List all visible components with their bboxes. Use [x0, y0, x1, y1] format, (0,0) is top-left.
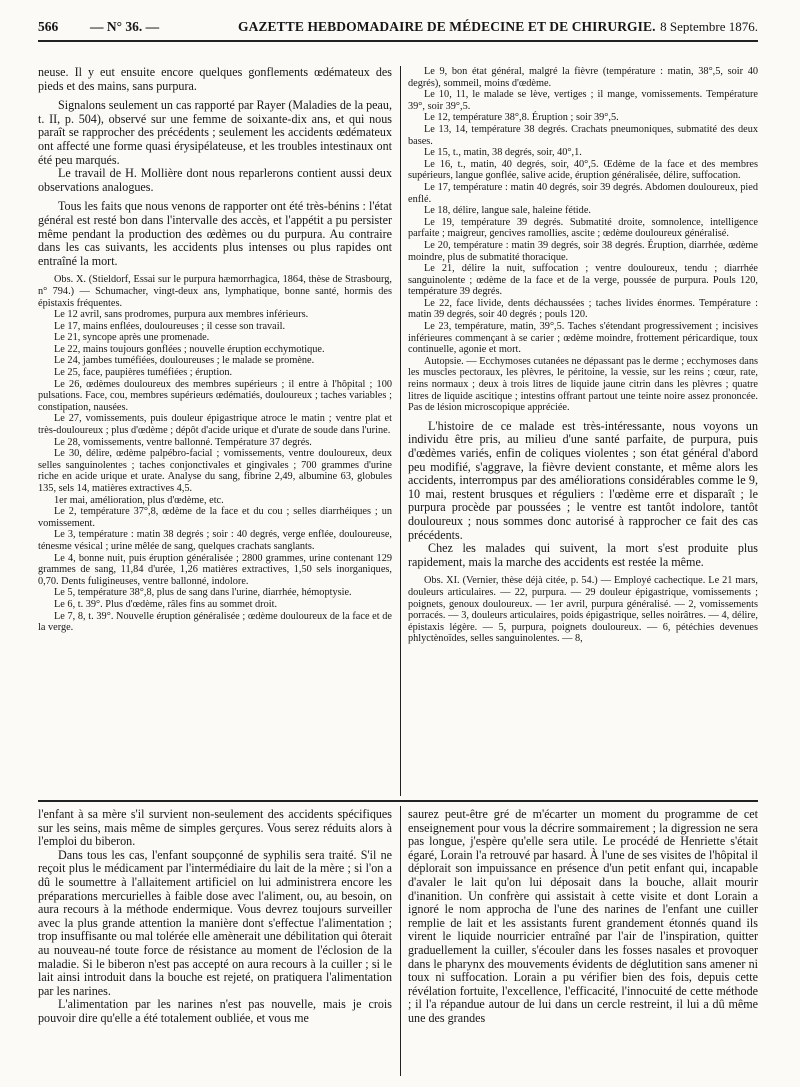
paragraph: saurez peut-être gré de m'écarter un moment du programme de cet enseignement pour vous la décrire sommairement ; la digression ne sera pas longue, j'espère qu'elle sera utile. Le procédé de Henriette s'était égaré, Lorain l'a retrouvé par hasard. À l'une de ses visites de l'hôpital il déplorait son impuissance en présence d'un petit enfant qui, incapable d'avaler le lait qu'on lui déposait dans la bouche, allait mourir d'inanition. Un confrère qui assistait à cette visite et dont Lorain a ignoré le nom approcha de l'une des narines de l'enfant une cuiller remplie de lait et les assistants furent grandement étonnés quand ils virent le liquide nourricier entraîné par l'air de l'inspiration, quitter graduellement la cuiller, s'écouler dans les fosses nasales et provoquer dans le pharynx des mouvements évidents de déglutition sans amener ni toux ni suffocation. Lorain a pu vérifier bien des fois, depuis cette révélation fortuite, l'excellence, l'efficacité, l'innocuité de cette méthode ; il l'a répandue autour de lui dans un cercle restreint, il lui a dû même une des grandes	[408, 808, 758, 1025]
page-header	[38, 16, 758, 38]
observation-entry: Le 24, jambes tuméfiées, douloureuses ; le malade se promène.	[54, 355, 315, 367]
paragraph: neuse. Il y eut ensuite encore quelques gonflements œdémateux des pieds et des mains, sans purpura.	[38, 66, 392, 93]
observation-xi: Obs. XI. (Vernier, thèse déjà citée, p. 54.) — Employé cachectique. Le 21 mars, douleurs articulaires. — 22, purpura. — 29 douleur épigastrique, vomissements ; poignets, genoux douloureux. — 1er avril, purpura généralisé. — 2, vomissements porracés. — 3, douleurs articulaires, poids épigastrique, selles noirâtres. — 4, délire, épistaxis légère. — 5, purpura, poignets douloureux. — 6, pétéchies devenues phlyctènoïdes, selles sanguinolentes. — 8,	[408, 575, 758, 645]
observation-entry: Le 23, température, matin, 39°,5. Taches s'étendant progressivement ; incisives inférieures commençant à se carier ; œdème moindre, frottement péricardique, toux continuelle, agonie et mort.	[408, 321, 758, 356]
observation-entry: Le 3, température : matin 38 degrés ; soir : 40 degrés, verge enflée, douloureuse, ténesme vésical ; urine mêlée de sang, quelques crachats sanglants.	[38, 529, 392, 552]
bottom-left-column	[38, 808, 392, 1078]
observation-entry: Le 20, température : matin 39 degrés, soir 38 degrés. Éruption, diarrhée, œdème moindre, plus de submatité thoracique.	[408, 239, 758, 263]
top-left-column	[38, 66, 392, 798]
observation-entry: Le 5, température 38°,8, plus de sang dans l'urine, diarrhée, hémoptysie.	[54, 587, 352, 599]
observation-entry: Le 18, délire, langue sale, haleine fétide.	[424, 205, 591, 217]
observation-entry: Le 28, vomissements, ventre ballonné. Température 37 degrés.	[54, 436, 312, 448]
page-number: 566	[38, 19, 59, 34]
observation-entry: Le 21, délire la nuit, suffocation ; ventre douloureux, tendu ; diarrhée sanguinolente ; œdème de la face et de la verge, poussée de purpura. Pouls 120, température 39 degrés.	[408, 263, 758, 298]
observation-entry: Le 25, face, paupières tuméfiées ; éruption.	[54, 367, 233, 379]
observation-entry: Le 15, t., matin, 38 degrés, soir, 40°,1.	[424, 147, 582, 159]
paragraph: L'alimentation par les narines n'est pas nouvelle, mais je crois pouvoir dire qu'elle a été totalement oubliée, et vous me	[38, 997, 392, 1025]
observation-entry: Le 21, syncope après une promenade.	[54, 332, 210, 344]
observation-entry: 1er mai, amélioration, plus d'œdème, etc.	[54, 494, 224, 506]
observation-entry: Le 12, température 38°,8. Éruption ; soir 39°,5.	[424, 112, 619, 124]
issue-number: — N° 36. —	[90, 19, 160, 34]
observation-entry: Obs. X. (Stieldorf, Essai sur le purpura hæmorrhagica, 1864, thèse de Strasbourg, n° 794.) — Schumacher, vingt-deux ans, lymphatique, bonne santé, hormis des épistaxis fréquentes.	[38, 274, 392, 309]
paragraph: Signalons seulement un cas rapporté par Rayer (Maladies de la peau, t. II, p. 504), observé sur une femme de soixante-dix ans, et qui nous paraît se rapprocher des précédents ; seulement les accidents œdémateux ont affecté une forme quasi érysipélateuse, et les troubles intestinaux ont été peu marqués.	[38, 98, 392, 167]
autopsy-entry: Autopsie. — Ecchymoses cutanées ne dépassant pas le derme ; ecchymoses dans les muscles pectoraux, les plèvres, le péritoine, la vessie, sur les reins ; cœur, rate, reins normaux ; deux à trois litres de liquide jaune citrin dans les plèvres ; quatre litres de liquide ascitique ; intestins offrant partout une teinte noire assez prononcée. Pas de lésion microscopique appréciée.	[408, 355, 758, 414]
observation-entry: Le 17, mains enflées, douloureuses ; il cesse son travail.	[54, 320, 286, 332]
observation-entry: Le 13, 14, température 38 degrés. Crachats pneumoniques, submatité des deux bases.	[408, 123, 758, 147]
header-rule	[38, 40, 758, 42]
paragraph: Dans tous les cas, l'enfant soupçonné de syphilis sera traité. S'il ne reçoit plus le médicament par l'intermédiaire du lait de la mère ; si l'on a dû le soumettre à l'allaitement artificiel on lui administrera encore les préparations mercurielles à faible dose avec l'aliment, ou, au besoin, on aura recours à la méthode endermique. Vous devrez toujours surveiller avec la plus grande attention la manière dont s'effectue l'alimentation ; trop insuffisante ou mal tolérée elle amènerait une débilitation qui ôterait au nouveau-né toute force de résistance au moment de l'éclosion de la maladie. Si le biberon n'est pas accepté on aura recours à la cuiller ; si le lait ainsi introduit dans la bouche est rejeté, on pratiquera l'alimentation par les narines.	[38, 847, 392, 998]
journal-title: GAZETTE HEBDOMADAIRE DE MÉDECINE ET DE CHIRURGIE.	[238, 19, 656, 34]
observation-entry: Le 12 avril, sans prodromes, purpura aux membres inférieurs.	[54, 309, 309, 321]
paragraph: Le travail de H. Mollière dont nous reparlerons contient aussi deux observations analogues.	[38, 166, 392, 194]
bottom-right-column	[408, 808, 758, 1078]
observation-entry: Le 22, mains toujours gonflées ; nouvelle éruption ecchymotique.	[54, 343, 325, 355]
observation-entry: Le 26, œdèmes douloureux des membres supérieurs ; il entre à l'hôpital ; 100 pulsations. Face, cou, membres supérieurs œdématiés, douloureux ; taches variables ; constipation, nausées.	[38, 378, 392, 413]
observation-entry: Le 22, face livide, dents déchaussées ; taches livides énormes. Température : matin 39 degrés, soir 40 degrés ; pouls 120.	[408, 297, 758, 321]
issue-date: 8 Septembre 1876.	[660, 19, 758, 34]
observation-entry: Le 4, bonne nuit, puis éruption généralisée ; 2800 grammes, urine contenant 129 grammes de sang, 11,84 d'urée, 1,26 matières extractives, 1,50 sels inorganiques, 0,70. Dents fuligineuses, ventre ballonné, indolore.	[38, 552, 392, 587]
observation-entry: Le 9, bon état général, malgré la fièvre (température : matin, 38°,5, soir 40 degrés), sommeil, moins d'œdème.	[408, 66, 758, 89]
paragraph: Tous les faits que nous venons de rapporter ont été très-bénins : l'état général est resté bon dans l'intervalle des accès, et l'appétit a pu persister même pendant la production des œdèmes ou du purpura. Au contraire dans les cas suivants, les accidents plus intenses ou plus rapides ont entraîné la mort.	[38, 199, 392, 268]
section-divider	[38, 800, 758, 802]
observation-entry: Le 19, température 39 degrés. Submatité droite, somnolence, intelligence parfaite ; maigreur, gencives ramollies, ascite ; œdème douloureux généralisé.	[408, 216, 758, 240]
observation-entry: Le 6, t. 39°. Plus d'œdème, râles fins au sommet droit.	[54, 598, 278, 610]
observation-entry: Le 17, température : matin 40 degrés, soir 39 degrés. Abdomen douloureux, pied enflé.	[408, 181, 758, 205]
observation-entry: Le 16, t., matin, 40 degrés, soir, 40°,5. Œdème de la face et des membres supérieurs, langue gonflée, salive acide, éruption généralisée, délire, suffocation.	[408, 158, 758, 182]
observation-x-continued	[408, 66, 758, 414]
column-rule-top	[400, 66, 401, 796]
paragraph: l'enfant à sa mère s'il survient non-seulement des accidents spécifiques sur les seins, mais même de simples gerçures. Vous serez réduits alors à l'emploi du biberon.	[38, 808, 392, 849]
observation-entry: Le 27, vomissements, puis douleur épigastrique atroce le matin ; ventre plat et très-douloureux ; plus d'œdème ; dépôt d'acide urique et d'urate de soude dans l'urine.	[38, 413, 392, 437]
paragraph: L'histoire de ce malade est très-intéressante, nous voyons un individu être pris, au milieu d'une santé parfaite, de purpura, puis d'œdèmes variés, enfin de coliques violentes ; son état général d'abord peu modifié, s'aggrave, la fièvre devient constante, et même alors les accidents, interrompus par des améliorations considérables comme le 9, 10 mai, restent brusques et réguliers : l'œdème erre et disparaît ; le purpura procède par poussées ; le ventre est tantôt indolore, tantôt douloureux ; nous sommes donc autorisé à rapprocher ce fait des cas précédents.	[408, 418, 758, 542]
top-right-column	[408, 66, 758, 798]
observation-x	[38, 274, 392, 633]
observation-entry: Le 2, température 37°,8, œdème de la face et du cou ; selles diarrhéiques ; un vomissement.	[38, 506, 392, 529]
column-rule-bottom	[400, 806, 401, 1076]
observation-entry: Le 10, 11, le malade se lève, vertiges ; il mange, vomissements. Température 39°, soir 39°,5.	[408, 89, 758, 112]
observation-entry: Le 30, délire, œdème palpébro-facial ; vomissements, ventre douloureux, deux selles sanguinolentes ; taches conjonctivales et gingivales ; 700 grammes d'urine riche en acide urique et urate. Analyse du sang, fibrine 2,49, albumine 63, globules 135, sels 14, matières extractives 4,5.	[38, 448, 392, 494]
paragraph: Chez les malades qui suivent, la mort s'est produite plus rapidement, mais la marche des accidents est restée la même.	[408, 541, 758, 569]
observation-entry: Le 7, 8, t. 39°. Nouvelle éruption généralisée ; œdème douloureux de la face et de la verge.	[38, 610, 392, 634]
